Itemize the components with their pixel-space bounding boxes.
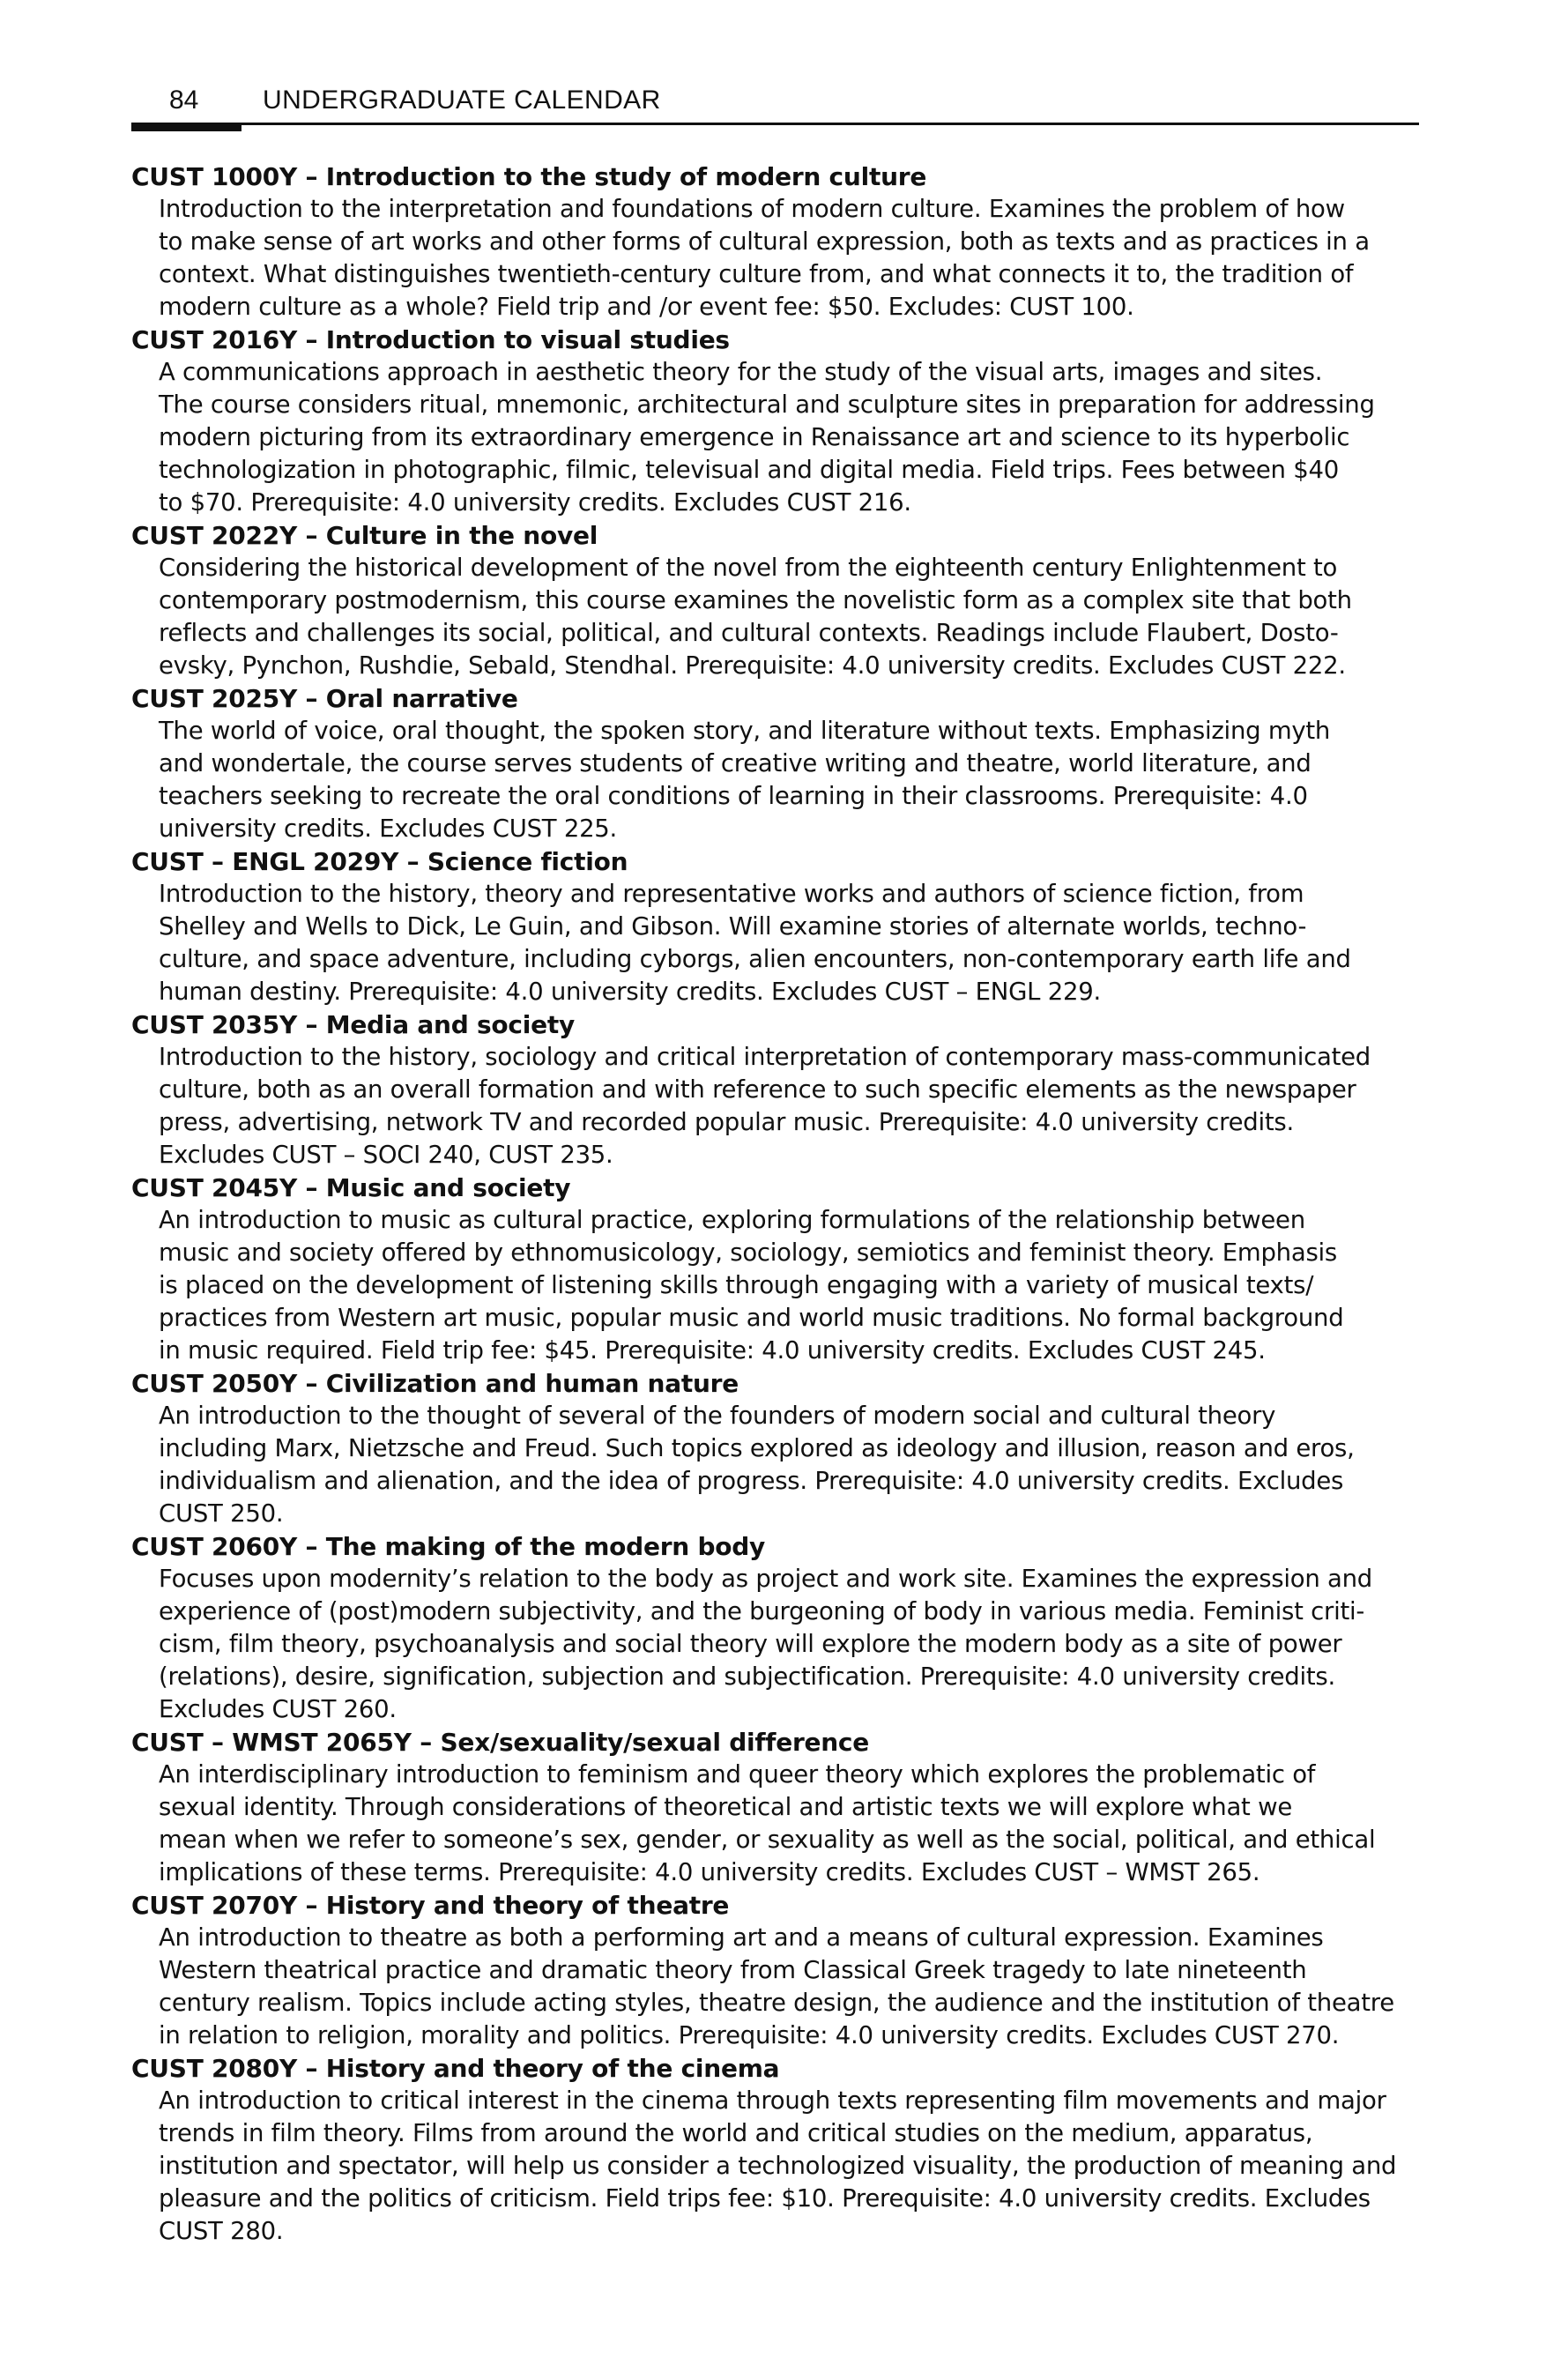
description-line: Introduction to the history, sociology and critical interpretation of contemporary mass-communicated — [159, 1043, 1371, 1071]
description-line: An introduction to music as cultural practice, exploring formulations of the relationship between — [159, 1206, 1305, 1234]
description-line: Considering the historical development of the novel from the eighteenth century Enlightenment to — [159, 554, 1338, 582]
header-rule-tab — [131, 123, 241, 131]
description-line: is placed on the development of listening skills through engaging with a variety of musical texts/ — [159, 1271, 1314, 1299]
course-title: CUST 2022Y – Culture in the novel — [131, 521, 598, 550]
description-line: An introduction to critical interest in the cinema through texts representing film movements and major — [159, 2086, 1386, 2115]
description-line: The course considers ritual, mnemonic, architectural and sculpture sites in preparation for addressing — [159, 390, 1375, 419]
description-line: Introduction to the history, theory and representative works and authors of science fiction, from — [159, 880, 1304, 908]
course-entry — [131, 1726, 1423, 1889]
description-line: human destiny. Prerequisite: 4.0 university credits. Excludes CUST – ENGL 229. — [159, 978, 1101, 1006]
description-line: modern picturing from its extraordinary emergence in Renaissance art and science to its hyperbolic — [159, 423, 1350, 451]
course-entry — [131, 2052, 1423, 2248]
course-entry — [131, 1530, 1423, 1726]
course-description — [159, 878, 1423, 1008]
description-line: practices from Western art music, popular music and world music traditions. No formal background — [159, 1304, 1344, 1332]
description-line: An introduction to the thought of several of the founders of modern social and cultural theory — [159, 1402, 1276, 1430]
description-line: Shelley and Wells to Dick, Le Guin, and Gibson. Will examine stories of alternate worlds, techno- — [159, 912, 1307, 941]
description-line: press, advertising, network TV and recorded popular music. Prerequisite: 4.0 university credits. — [159, 1108, 1294, 1136]
course-entry — [131, 1889, 1423, 2052]
description-line: century realism. Topics include acting styles, theatre design, the audience and the institution of theatre — [159, 1989, 1394, 2017]
course-title: CUST 2045Y – Music and society — [131, 1173, 571, 1202]
page-number: 84 — [169, 86, 199, 115]
course-description — [159, 1759, 1423, 1889]
course-title: CUST 2080Y – History and theory of the cinema — [131, 2054, 780, 2083]
description-line: Focuses upon modernity’s relation to the body as project and work site. Examines the expression and — [159, 1565, 1372, 1593]
course-description — [159, 1922, 1423, 2052]
course-description — [159, 552, 1423, 682]
description-line: mean when we refer to someone’s sex, gender, or sexuality as well as the social, political, and ethical — [159, 1826, 1376, 1854]
course-entry — [131, 160, 1423, 324]
page-header — [131, 83, 1419, 127]
course-title: CUST 2025Y – Oral narrative — [131, 684, 518, 713]
description-line: technologization in photographic, filmic, televisual and digital media. Field trips. Fees between $40 — [159, 456, 1339, 484]
description-line: implications of these terms. Prerequisite: 4.0 university credits. Excludes CUST – WMST 265. — [159, 1858, 1260, 1886]
description-line: evsky, Pynchon, Rushdie, Sebald, Stendhal. Prerequisite: 4.0 university credits. Excludes CUST 222. — [159, 651, 1346, 680]
course-description — [159, 2085, 1423, 2248]
description-line: CUST 250. — [159, 1499, 284, 1528]
course-title: CUST – ENGL 2029Y – Science fiction — [131, 847, 628, 876]
course-description — [159, 715, 1423, 845]
description-line: to make sense of art works and other forms of cultural expression, both as texts and as practices in a — [159, 227, 1370, 256]
description-line: reflects and challenges its social, political, and cultural contexts. Readings include Flaubert, Dosto- — [159, 619, 1339, 647]
description-line: culture, both as an overall formation and with reference to such specific elements as the newspaper — [159, 1075, 1356, 1104]
course-entry — [131, 519, 1423, 682]
course-list — [131, 160, 1423, 2248]
course-entry — [131, 682, 1423, 845]
description-line: cism, film theory, psychoanalysis and social theory will explore the modern body as a site of power — [159, 1630, 1342, 1658]
description-line: modern culture as a whole? Field trip and /or event fee: $50. Excludes: CUST 100. — [159, 293, 1134, 321]
description-line: sexual identity. Through considerations of theoretical and artistic texts we will explore what we — [159, 1793, 1292, 1821]
description-line: individualism and alienation, and the idea of progress. Prerequisite: 4.0 university credits. Excludes — [159, 1467, 1344, 1495]
description-line: Excludes CUST 260. — [159, 1695, 397, 1723]
description-line: An interdisciplinary introduction to feminism and queer theory which explores the problematic of — [159, 1760, 1316, 1789]
description-line: A communications approach in aesthetic theory for the study of the visual arts, images and sites. — [159, 358, 1323, 386]
description-line: to $70. Prerequisite: 4.0 university credits. Excludes CUST 216. — [159, 488, 911, 517]
description-line: trends in film theory. Films from around the world and critical studies on the medium, apparatus, — [159, 2119, 1313, 2147]
course-title: CUST 2070Y – History and theory of theatre — [131, 1891, 730, 1920]
description-line: pleasure and the politics of criticism. Field trips fee: $10. Prerequisite: 4.0 university credits. Excludes — [159, 2184, 1371, 2213]
course-title: CUST 2050Y – Civilization and human nature — [131, 1369, 739, 1398]
description-line: contemporary postmodernism, this course examines the novelistic form as a complex site that both — [159, 586, 1352, 614]
description-line: An introduction to theatre as both a performing art and a means of cultural expression. Examines — [159, 1923, 1324, 1952]
description-line: context. What distinguishes twentieth-century culture from, and what connects it to, the tradition of — [159, 260, 1354, 288]
course-title: CUST 2016Y – Introduction to visual studies — [131, 325, 730, 354]
course-description — [159, 1041, 1423, 1171]
description-line: culture, and space adventure, including cyborgs, alien encounters, non-contemporary earth life and — [159, 945, 1351, 973]
course-title: CUST 2060Y – The making of the modern body — [131, 1532, 766, 1561]
course-description — [159, 356, 1423, 519]
description-line: teachers seeking to recreate the oral conditions of learning in their classrooms. Prerequisite: 4.0 — [159, 782, 1308, 810]
course-entry — [131, 845, 1423, 1008]
course-description — [159, 1400, 1423, 1530]
description-line: (relations), desire, signification, subjection and subjectification. Prerequisite: 4.0 university credits. — [159, 1662, 1335, 1691]
course-title: CUST 2035Y – Media and society — [131, 1010, 575, 1039]
description-line: CUST 280. — [159, 2217, 284, 2245]
course-entry — [131, 1367, 1423, 1530]
course-title: CUST 1000Y – Introduction to the study of modern culture — [131, 162, 927, 191]
description-line: The world of voice, oral thought, the spoken story, and literature without texts. Emphasizing myth — [159, 717, 1331, 745]
course-description — [159, 1563, 1423, 1726]
description-line: experience of (post)modern subjectivity, and the burgeoning of body in various media. Feminist criti- — [159, 1597, 1365, 1625]
description-line: Introduction to the interpretation and foundations of modern culture. Examines the problem of how — [159, 195, 1345, 223]
course-entry — [131, 324, 1423, 519]
description-line: institution and spectator, will help us consider a technologized visuality, the production of meaning and — [159, 2152, 1397, 2180]
description-line: including Marx, Nietzsche and Freud. Such topics explored as ideology and illusion, reason and eros, — [159, 1434, 1355, 1462]
course-entry — [131, 1008, 1423, 1171]
description-line: in music required. Field trip fee: $45. Prerequisite: 4.0 university credits. Excludes CUST 245. — [159, 1336, 1266, 1365]
description-line: in relation to religion, morality and politics. Prerequisite: 4.0 university credits. Excludes CUST 270. — [159, 2021, 1340, 2049]
description-line: music and society offered by ethnomusicology, sociology, semiotics and feminist theory. Emphasis — [159, 1238, 1337, 1267]
course-entry — [131, 1171, 1423, 1367]
description-line: and wondertale, the course serves students of creative writing and theatre, world literature, and — [159, 749, 1312, 777]
header-rule — [131, 123, 1419, 125]
description-line: university credits. Excludes CUST 225. — [159, 814, 618, 843]
running-title: UNDERGRADUATE CALENDAR — [263, 86, 661, 115]
description-line: Excludes CUST – SOCI 240, CUST 235. — [159, 1141, 613, 1169]
course-description — [159, 1204, 1423, 1367]
description-line: Western theatrical practice and dramatic theory from Classical Greek tragedy to late nineteenth — [159, 1956, 1307, 1984]
course-title: CUST – WMST 2065Y – Sex/sexuality/sexual difference — [131, 1728, 870, 1757]
course-description — [159, 193, 1423, 324]
